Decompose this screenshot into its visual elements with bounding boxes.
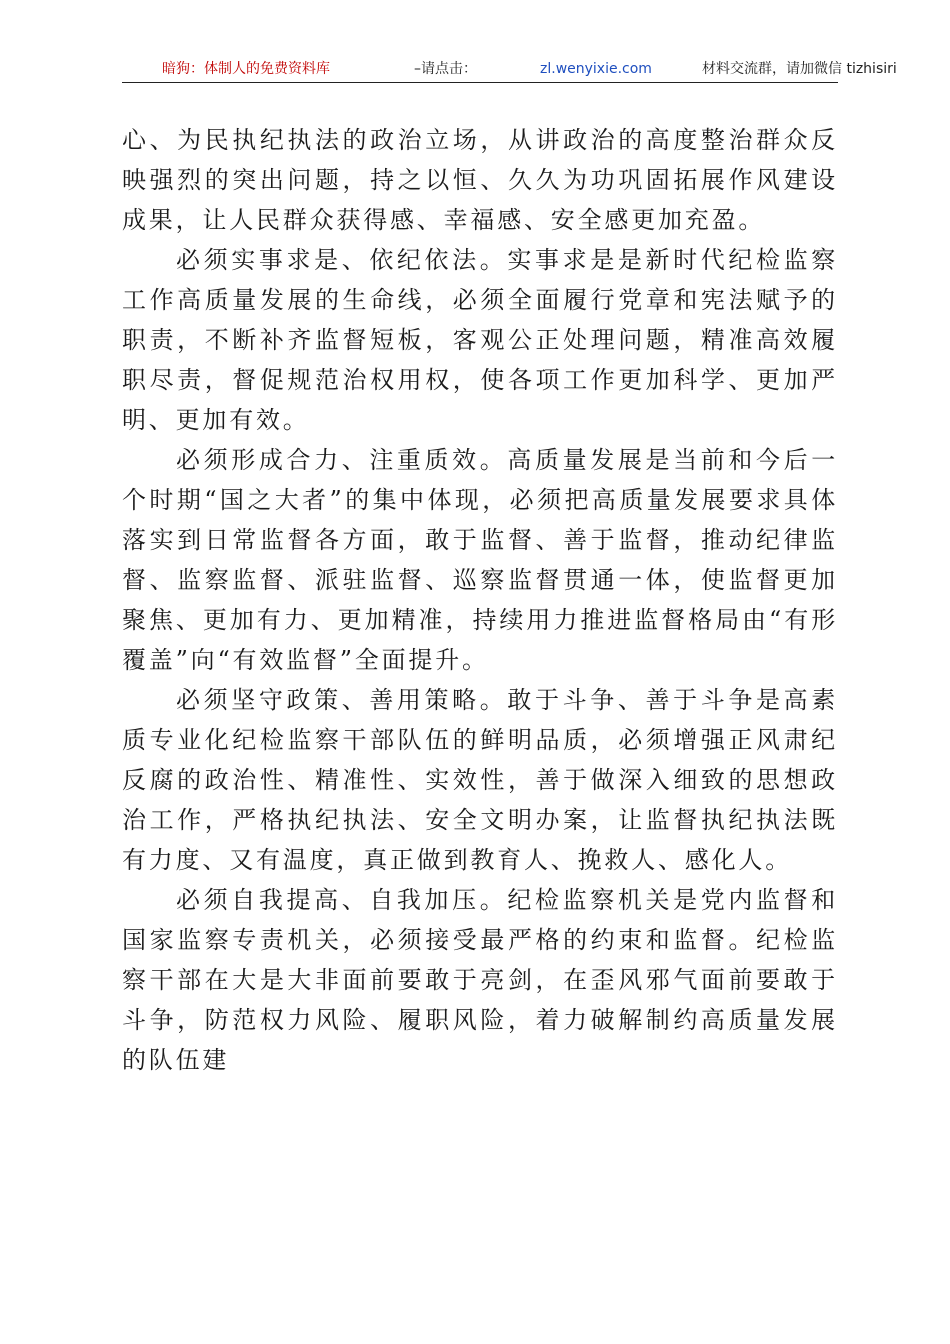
header-brand: 暗狗：体制人的免费资料库 <box>162 61 330 77</box>
paragraph-policy: 必须坚守政策、善用策略。敢于斗争、善于斗争是高素质专业化纪检监察干部队伍的鲜明品质，必须增强正风肃纪反腐的政治性、精准性、实效性，善于做深入细致的思想政治工作，严格执纪执法、安全文明办案，让监督执纪执法既有力度、又有温度，真正做到教育人、挽救人、感化人。 <box>122 686 838 874</box>
paragraph-seek-truth: 必须实事求是、依纪依法。实事求是是新时代纪检监察工作高质量发展的生命线，必须全面履行党章和宪法赋予的职责，不断补齐监督短板，客观公正处理问题，精准高效履职尽责，督促规范治权用权，使各项工作更加科学、更加严明、更加有效。 <box>122 246 838 434</box>
header-link[interactable]: zl.wenyixie.com <box>540 61 652 77</box>
header-group-note: 材料交流群，请加微信 tizhisiri <box>702 61 897 77</box>
paragraph-continuation: 心、为民执纪执法的政治立场，从讲政治的高度整治群众反映强烈的突出问题，持之以恒、久久为功巩固拓展作风建设成果，让人民群众获得感、幸福感、安全感更加充盈。 <box>122 126 838 234</box>
paragraph-self-improvement: 必须自我提高、自我加压。纪检监察机关是党内监督和国家监察专责机关，必须接受最严格的约束和监督。纪检监察干部在大是大非面前要敢于亮剑，在歪风邪气面前要敢于斗争，防范权力风险、履职风险，着力破解制约高质量发展的队伍建 <box>122 886 838 1074</box>
header-cta: –请点击： <box>414 61 477 77</box>
paragraph-synergy: 必须形成合力、注重质效。高质量发展是当前和今后一个时期“国之大者”的集中体现，必须把高质量发展要求具体落实到日常监督各方面，敢于监督、善于监督，推动纪律监督、监察监督、派驻监督、巡察监督贯通一体，使监督更加聚焦、更加有力、更加精准，持续用力推进监督格局由“有形覆盖”向“有效监督”全面提升。 <box>122 446 838 674</box>
page-header <box>122 58 897 80</box>
document-body <box>122 120 838 1080</box>
header-divider <box>122 82 838 83</box>
